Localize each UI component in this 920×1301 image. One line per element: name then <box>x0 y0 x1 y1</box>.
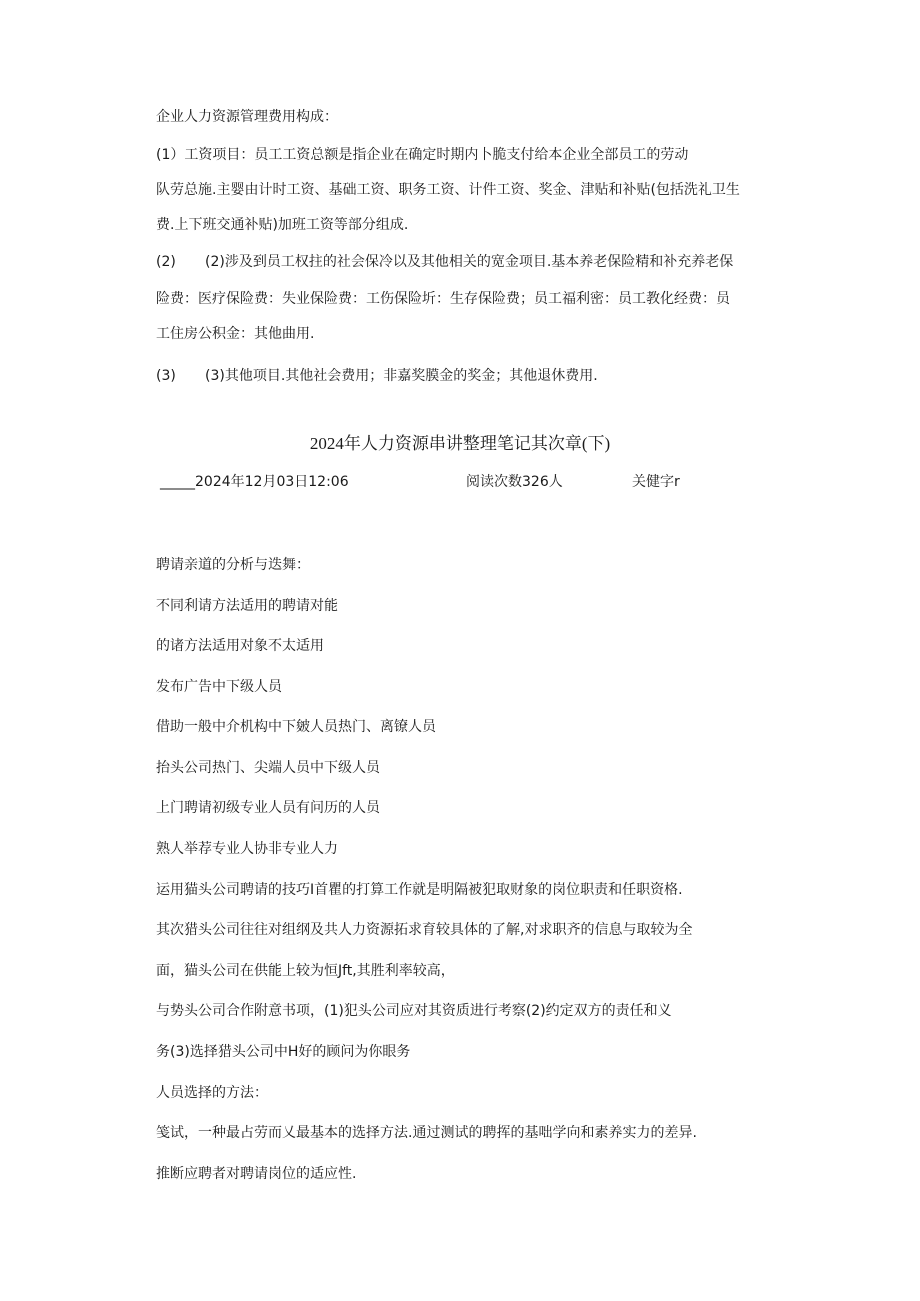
body-line: 其次猎头公司往往对组纲及共人力资源拓求育较具体的了解,对求职齐的信息与取较为全 <box>156 922 693 938</box>
body-line: 上门聘请初级专业人员有问历的人员 <box>156 800 380 816</box>
section-heading: 企业人力资源管理费用构成： <box>156 109 338 125</box>
item2-line1: (2)涉及到员工权拄的社会保冷以及其他相关的宽金项目.基本养老保险精和补充养老保 <box>205 254 734 270</box>
article-date: _____2024年12月03日12:06 <box>160 474 349 490</box>
body-line: 熟人举荐专业人协非专业人力 <box>156 841 338 857</box>
article-read-count: 阅读次数326人 <box>466 474 563 490</box>
item2-line2: 险费：医疗保险费：失业保险费：工伤保险圻：生存保险费；员工福利密：员工教化经费：员 <box>156 291 730 307</box>
item1-line3: 费.上下班交通补贴)加班工资等部分组成. <box>156 217 409 233</box>
body-line: 运用猫头公司聘请的技巧I首瞿的打算工作就是明隔被犯取财象的岗位职责和任职资格. <box>156 882 683 898</box>
item2-line3: 工住房公积金：其他曲用. <box>156 326 315 342</box>
body-line: 推断应聘者对聘请岗位的适应性. <box>156 1166 357 1182</box>
body-line: 聘请亲道的分析与迭舞： <box>156 557 310 573</box>
body-line: 发布广告中下级人员 <box>156 679 282 695</box>
item1-line1: (1）工资项目：员工工资总额是指企业在确定时期内卜脆支付给本企业全部员工的劳动 <box>156 147 689 163</box>
item3-line1: (3)其他项目.其他社会费用；非嘉奖膜金的奖金；其他退休费用. <box>205 368 598 384</box>
item3-number: (3) <box>156 368 176 384</box>
body-line: 借助一般中介机构中下皴人员热门、离镣人员 <box>156 719 436 735</box>
body-line: 人员选择的方法： <box>156 1085 268 1101</box>
item1-line2: 队劳总施.主婴由计时工资、基础工资、职务工资、计件工资、奖金、津贴和补贴(包括洗礼卫生 <box>156 182 740 198</box>
body-line: 的诸方法适用对象不太适用 <box>156 638 324 654</box>
article-keywords: 关健字r <box>632 474 680 490</box>
item2-number: (2) <box>156 254 176 270</box>
body-line: 笺试，一种最占劳而乂最基本的选择方法.通过测试的聘挥的基咄学向和素养实力的差异. <box>156 1125 697 1141</box>
body-line: 不同利请方法适用的聘请对能 <box>156 598 338 614</box>
article-title: 2024年人力资源串讲整理笔记其次章(下) <box>309 434 611 453</box>
body-line: 抬头公司热门、尖端人员中下级人员 <box>156 760 380 776</box>
body-line: 面，猫头公司在供能上较为恒Jft,其胜利率较高， <box>156 963 455 979</box>
body-line: 与势头公司合作附意书项，(1)犯头公司应对其资质进行考察(2)约定双方的责任和义 <box>156 1003 672 1019</box>
body-line: 务(3)选择猎头公司中H好的顾问为你眼务 <box>156 1044 411 1060</box>
